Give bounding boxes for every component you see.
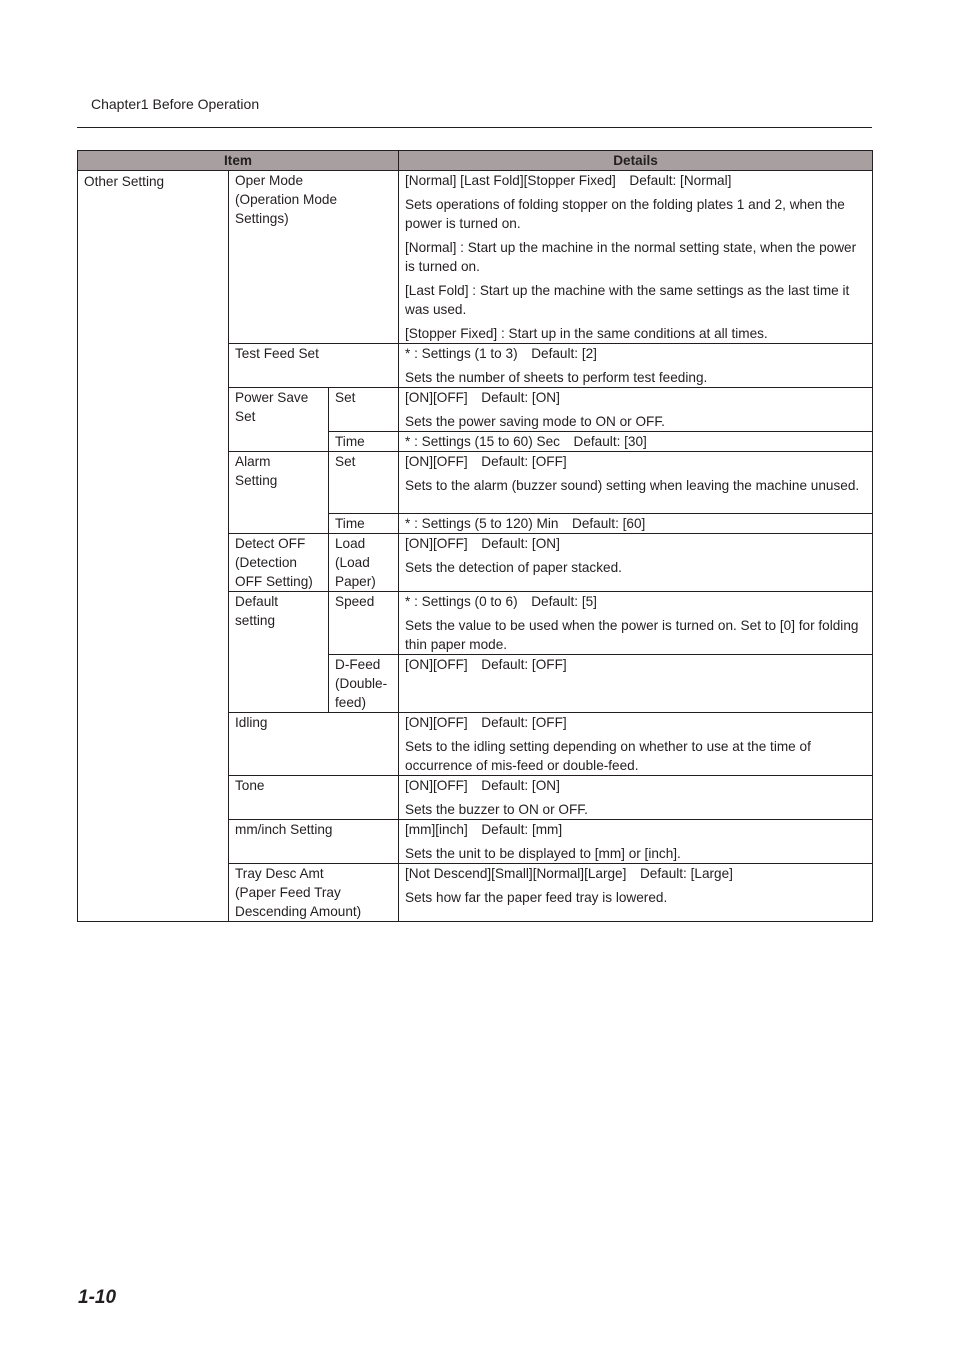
details-cell: [399, 713, 873, 776]
item-cell: Default setting: [229, 592, 329, 713]
item-cell: Tone: [229, 776, 399, 820]
details-cell: [399, 592, 873, 655]
sub-item-cell: D-Feed (Double- feed): [329, 655, 399, 713]
details-cell: [399, 171, 873, 344]
item-cell: Test Feed Set: [229, 344, 399, 388]
details-paragraph: [ON][OFF] Default: [OFF]: [405, 715, 567, 730]
details-paragraph: * : Settings (5 to 120) Min Default: [60]: [405, 516, 646, 531]
details-paragraph: Sets operations of folding stopper on the folding plates 1 and 2, when the power is turned on.: [405, 197, 845, 231]
details-paragraph: [ON][OFF] Default: [OFF]: [405, 657, 567, 672]
sub-item-cell: Time: [329, 432, 399, 452]
page-number: 1-10: [78, 1287, 117, 1308]
group-cell: Other Setting: [78, 171, 229, 922]
details-paragraph: Sets the number of sheets to perform test feeding.: [405, 370, 708, 385]
settings-table: [77, 150, 873, 922]
item-column-header: Item: [78, 151, 399, 171]
item-cell: Oper Mode (Operation Mode Settings): [229, 171, 399, 344]
details-cell: [399, 452, 873, 514]
details-cell: [399, 344, 873, 388]
sub-item-cell: Load (Load Paper): [329, 534, 399, 592]
sub-item-cell: Set: [329, 388, 399, 432]
header-rule: [77, 127, 872, 128]
details-paragraph: Sets the detection of paper stacked.: [405, 560, 622, 575]
details-paragraph: * : Settings (0 to 6) Default: [5]: [405, 594, 597, 609]
details-cell: [399, 534, 873, 592]
details-paragraph: [mm][inch] Default: [mm]: [405, 822, 563, 837]
item-cell: Tray Desc Amt (Paper Feed Tray Descending Amount): [229, 864, 399, 922]
sub-item-cell: Speed: [329, 592, 399, 655]
details-paragraph: Sets how far the paper feed tray is lowered.: [405, 890, 668, 905]
details-paragraph: [ON][OFF] Default: [ON]: [405, 390, 560, 405]
details-cell: [399, 864, 873, 922]
details-paragraph: Sets the buzzer to ON or OFF.: [405, 802, 588, 817]
item-cell: Detect OFF (Detection OFF Setting): [229, 534, 329, 592]
details-paragraph: [ON][OFF] Default: [ON]: [405, 536, 560, 551]
item-cell: Idling: [229, 713, 399, 776]
table-header-row: [78, 151, 873, 171]
details-paragraph: * : Settings (15 to 60) Sec Default: [30]: [405, 434, 647, 449]
details-paragraph: Sets the power saving mode to ON or OFF.: [405, 414, 665, 429]
details-paragraph: [Last Fold] : Start up the machine with the same settings as the last time it was used.: [405, 283, 850, 317]
details-paragraph: Sets the value to be used when the power is turned on. Set to [0] for folding thin paper mode.: [405, 618, 859, 652]
details-cell: [399, 776, 873, 820]
details-paragraph: [Not Descend][Small][Normal][Large] Default: [Large]: [405, 866, 733, 881]
details-cell: [399, 432, 873, 452]
details-paragraph: Sets to the idling setting depending on whether to use at the time of occurrence of mis-feed or double-feed.: [405, 739, 811, 773]
details-column-header: Details: [399, 151, 873, 171]
table-row: [78, 171, 873, 344]
details-paragraph: Sets the unit to be displayed to [mm] or [inch].: [405, 846, 681, 861]
details-paragraph: * : Settings (1 to 3) Default: [2]: [405, 346, 597, 361]
details-paragraph: [Normal] : Start up the machine in the normal setting state, when the power is turned on.: [405, 240, 857, 274]
details-cell: [399, 655, 873, 713]
item-cell: mm/inch Setting: [229, 820, 399, 864]
details-paragraph: [ON][OFF] Default: [ON]: [405, 778, 560, 793]
details-paragraph: [ON][OFF] Default: [OFF]: [405, 454, 567, 469]
chapter-header: Chapter1 Before Operation: [91, 96, 260, 112]
details-paragraph: Sets to the alarm (buzzer sound) setting when leaving the machine unused.: [405, 478, 860, 493]
sub-item-cell: Time: [329, 514, 399, 534]
item-cell: Alarm Setting: [229, 452, 329, 534]
details-paragraph: [Normal] [Last Fold][Stopper Fixed] Default: [Normal]: [405, 173, 732, 188]
item-cell: Power Save Set: [229, 388, 329, 452]
details-cell: [399, 514, 873, 534]
sub-item-cell: Set: [329, 452, 399, 514]
details-cell: [399, 820, 873, 864]
details-cell: [399, 388, 873, 432]
details-paragraph: [Stopper Fixed] : Start up in the same conditions at all times.: [405, 326, 768, 341]
